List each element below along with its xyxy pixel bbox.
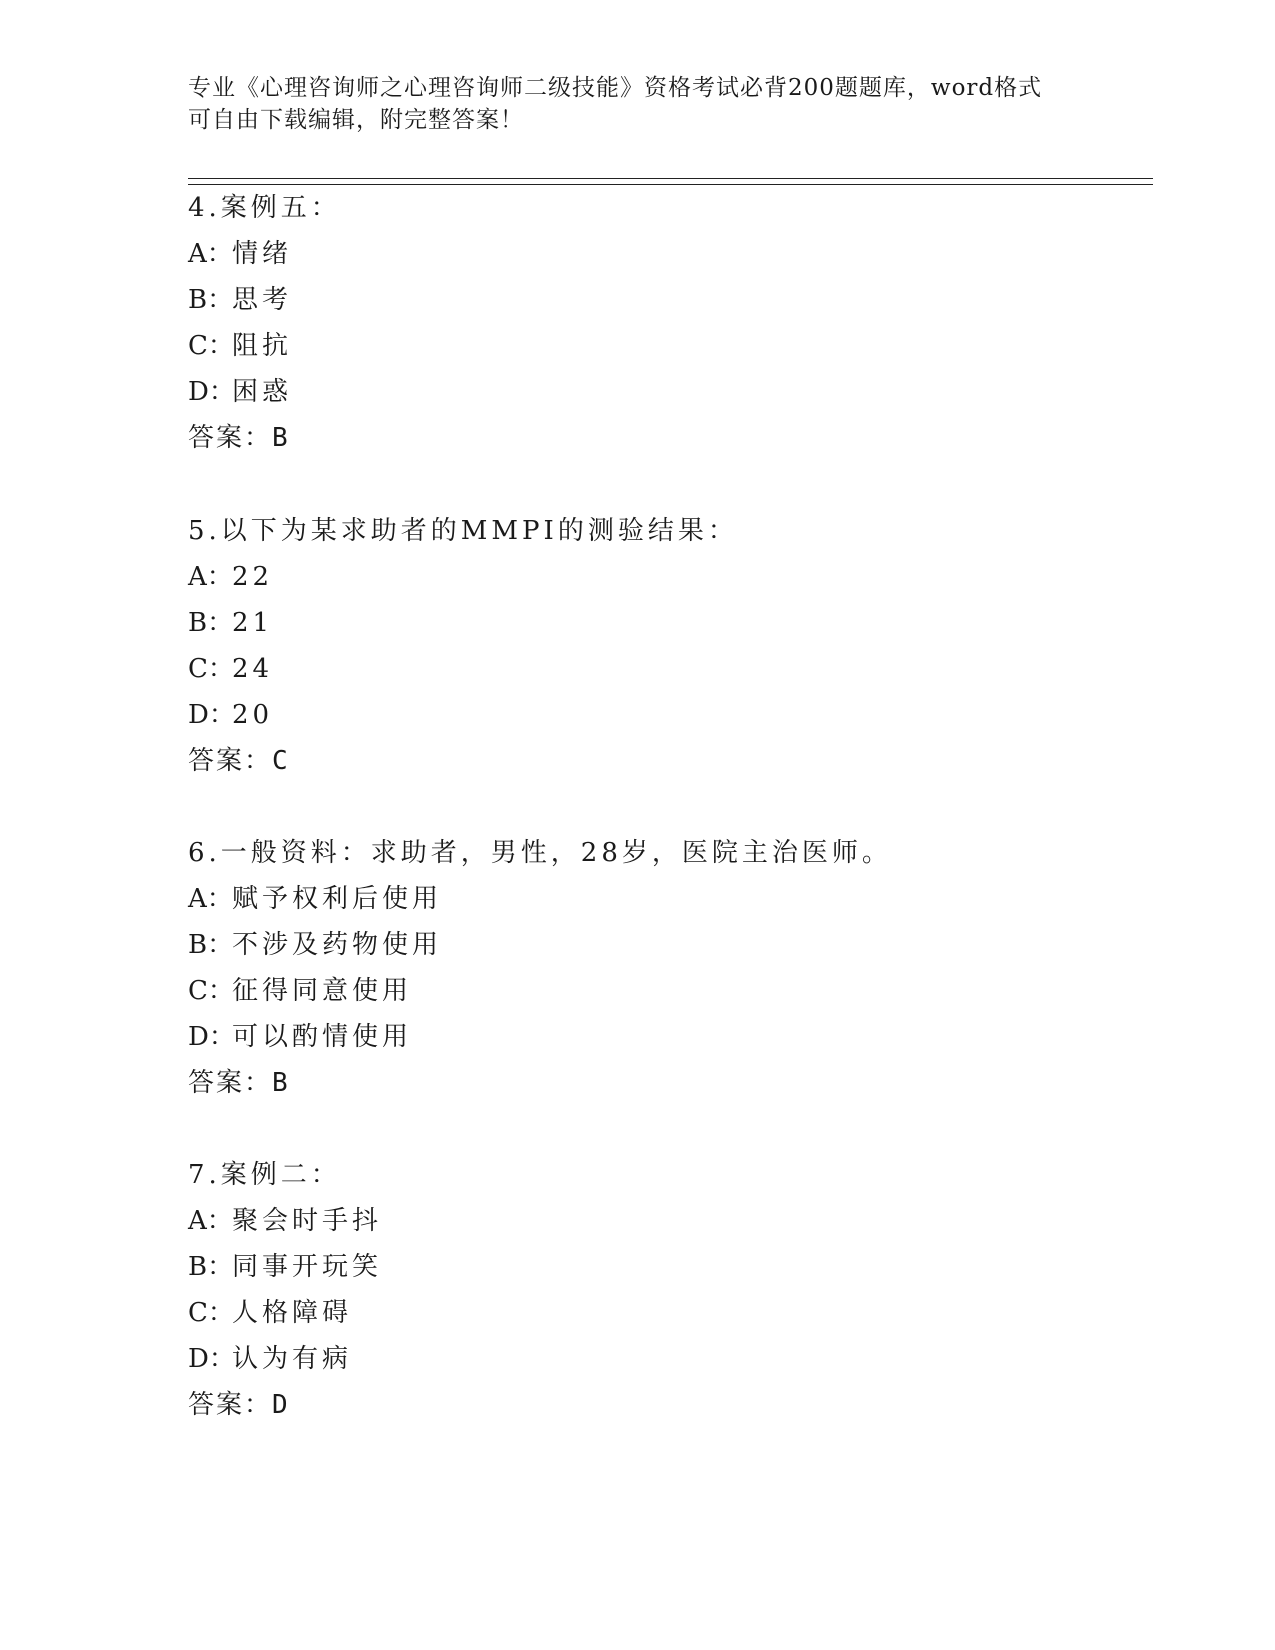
option-b bbox=[188, 600, 1148, 646]
answer-label: 答案： bbox=[188, 746, 273, 776]
option-key: C： bbox=[188, 976, 234, 1006]
option-text: 聚会时手抖 bbox=[232, 1206, 383, 1236]
option-b bbox=[188, 922, 1148, 968]
option-text: 思考 bbox=[232, 285, 293, 315]
answer-label: 答案： bbox=[188, 1068, 273, 1098]
option-c bbox=[188, 968, 1148, 1014]
question-block bbox=[188, 1152, 1148, 1428]
question-stem: 5.以下为某求助者的MMPI的测验结果： bbox=[188, 516, 738, 546]
option-text: 人格障碍 bbox=[232, 1298, 353, 1328]
answer-value: D bbox=[272, 1390, 288, 1420]
document-header bbox=[188, 72, 1088, 136]
option-d bbox=[188, 1014, 1148, 1060]
header-title-line-1: 专业《心理咨询师之心理咨询师二级技能》资格考试必背200题题库，word格式 bbox=[188, 75, 1043, 101]
option-key: D： bbox=[188, 1022, 235, 1052]
option-text: 24 bbox=[232, 654, 274, 684]
answer-value: B bbox=[272, 423, 288, 453]
answer-value: C bbox=[272, 746, 288, 776]
option-b bbox=[188, 1244, 1148, 1290]
option-text: 20 bbox=[232, 700, 274, 730]
option-a bbox=[188, 876, 1148, 922]
option-d bbox=[188, 692, 1148, 738]
question-block bbox=[188, 508, 1148, 784]
option-text: 21 bbox=[232, 608, 274, 638]
option-key: B： bbox=[188, 285, 234, 315]
option-c bbox=[188, 1290, 1148, 1336]
option-text: 不涉及药物使用 bbox=[232, 930, 443, 960]
answer-line bbox=[188, 1382, 1148, 1428]
answer-line bbox=[188, 1060, 1148, 1106]
question-stem: 4.案例五： bbox=[188, 193, 341, 223]
header-divider-top bbox=[188, 178, 1153, 179]
option-d bbox=[188, 1336, 1148, 1382]
option-key: B： bbox=[188, 1252, 234, 1282]
option-text: 22 bbox=[232, 562, 274, 592]
option-a bbox=[188, 1198, 1148, 1244]
option-text: 赋予权利后使用 bbox=[232, 884, 443, 914]
option-key: C： bbox=[188, 654, 234, 684]
option-text: 困惑 bbox=[232, 377, 293, 407]
option-b bbox=[188, 277, 1148, 323]
question-stem: 6.一般资料：求助者，男性，28岁，医院主治医师。 bbox=[188, 838, 892, 868]
answer-line bbox=[188, 738, 1148, 784]
option-key: B： bbox=[188, 930, 234, 960]
option-key: D： bbox=[188, 1344, 235, 1374]
option-text: 认为有病 bbox=[232, 1344, 353, 1374]
option-key: D： bbox=[188, 700, 235, 730]
option-d bbox=[188, 369, 1148, 415]
option-a bbox=[188, 231, 1148, 277]
option-key: A： bbox=[188, 1206, 233, 1236]
option-key: D： bbox=[188, 377, 235, 407]
option-key: C： bbox=[188, 331, 234, 361]
option-text: 情绪 bbox=[232, 239, 293, 269]
option-key: A： bbox=[188, 239, 233, 269]
option-a bbox=[188, 554, 1148, 600]
question-block bbox=[188, 830, 1148, 1106]
option-key: A： bbox=[188, 884, 233, 914]
header-title-line-2: 可自由下载编辑，附完整答案！ bbox=[188, 107, 524, 133]
option-key: B： bbox=[188, 608, 234, 638]
question-stem: 7.案例二： bbox=[188, 1160, 341, 1190]
answer-value: B bbox=[272, 1068, 288, 1098]
answer-line bbox=[188, 415, 1148, 461]
option-key: A： bbox=[188, 562, 233, 592]
question-block bbox=[188, 185, 1148, 461]
option-c bbox=[188, 646, 1148, 692]
option-text: 征得同意使用 bbox=[232, 976, 413, 1006]
option-text: 阻抗 bbox=[232, 331, 293, 361]
option-text: 同事开玩笑 bbox=[232, 1252, 383, 1282]
answer-label: 答案： bbox=[188, 1390, 273, 1420]
option-c bbox=[188, 323, 1148, 369]
option-key: C： bbox=[188, 1298, 234, 1328]
option-text: 可以酌情使用 bbox=[232, 1022, 413, 1052]
answer-label: 答案： bbox=[188, 423, 273, 453]
